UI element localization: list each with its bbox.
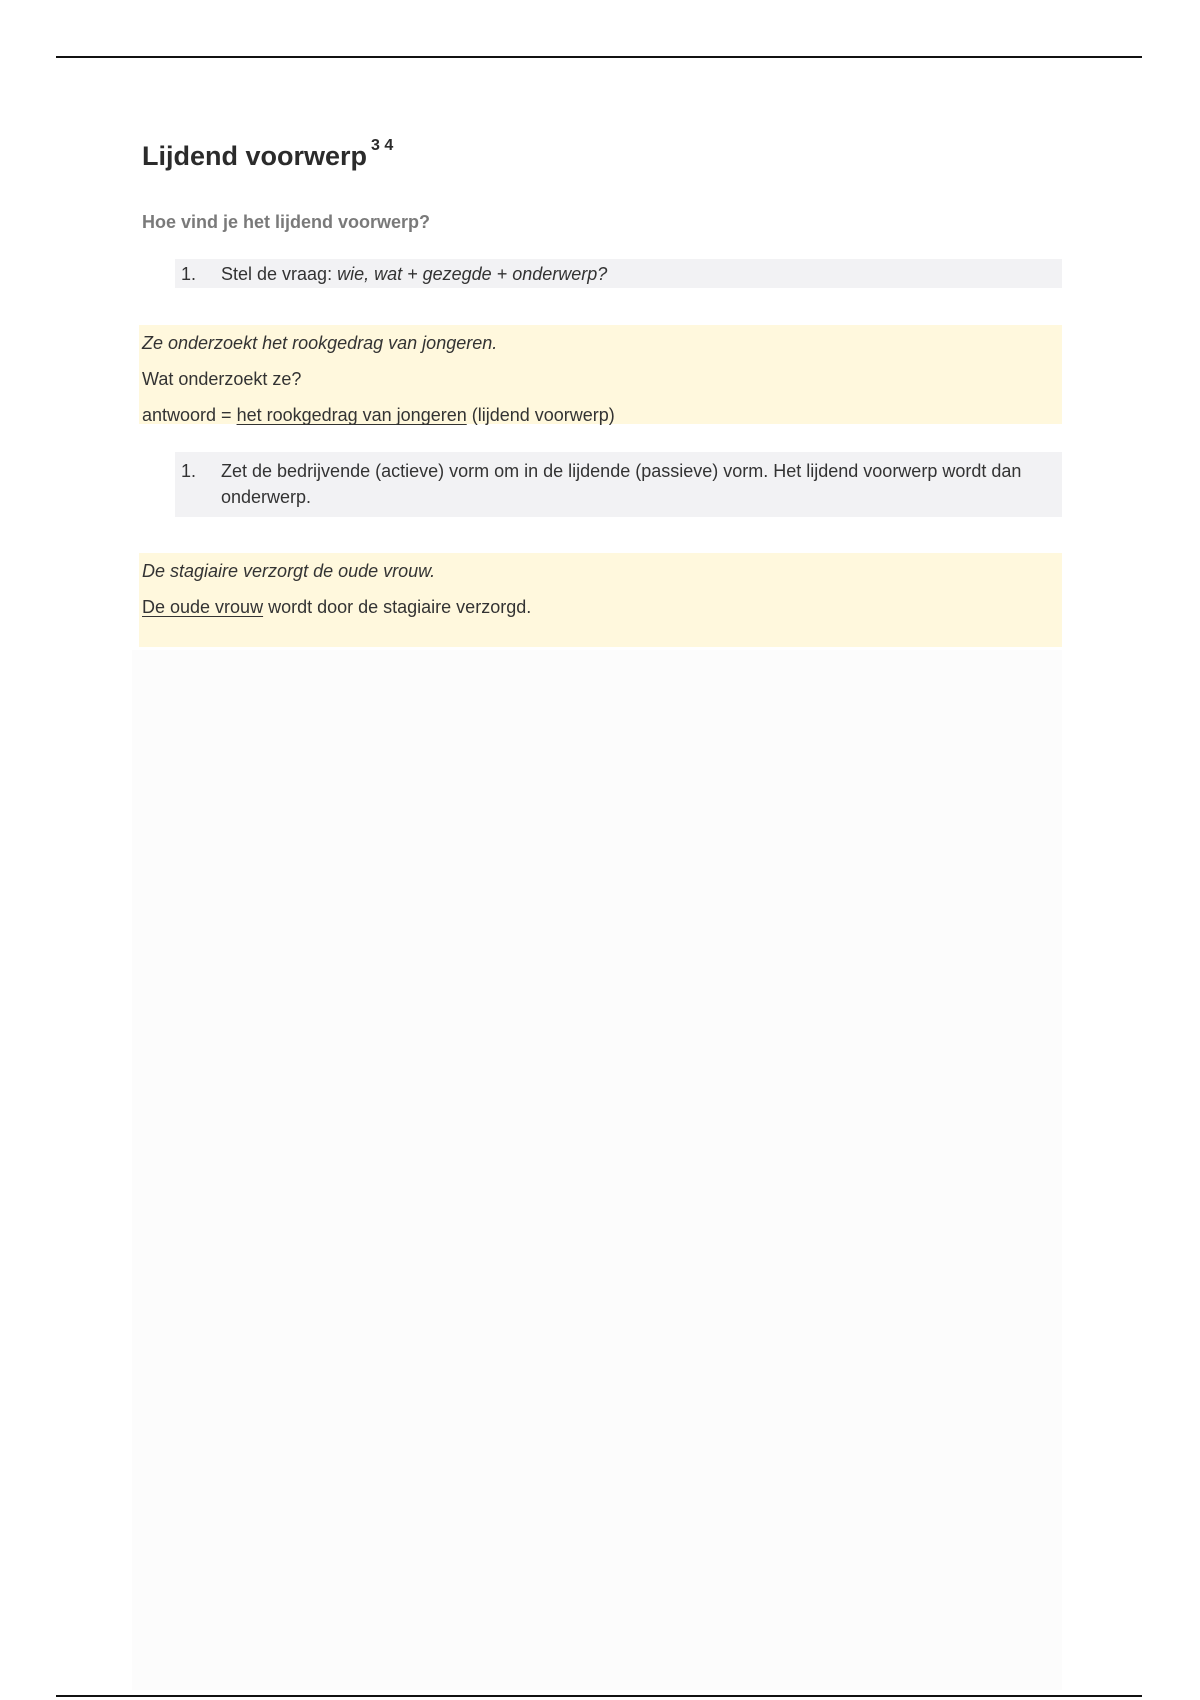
page-title <box>142 137 1062 172</box>
example-1-answer-suffix: (lijdend voorwerp) <box>466 405 615 426</box>
example-2-sentence: De stagiaire verzorgt de oude vrouw. <box>142 560 436 581</box>
example-1-answer <box>139 397 1062 433</box>
example-1-question: Wat onderzoekt ze? <box>142 369 302 390</box>
example-box-2 <box>139 553 1062 647</box>
step-1-plain: Stel de vraag: <box>221 263 338 284</box>
step-2 <box>175 452 1062 516</box>
step-1 <box>175 259 1062 288</box>
step-1-italic: wie, wat + gezegde + onderwerp? <box>337 263 608 284</box>
section-subtitle: Hoe vind je het lijdend voorwerp? <box>142 212 431 233</box>
page-title-text: Lijdend voorwerp <box>142 141 368 171</box>
bottom-rule <box>56 1695 1142 1697</box>
example-1-sentence: Ze onderzoekt het rookgedrag van jongeren. <box>142 333 498 354</box>
step-1-number: 1. <box>181 263 197 284</box>
step-2-text: Zet de bedrijvende (actieve) vorm om in de lijdende (passieve) vorm. Het lijdend voorwerp wordt dan onderwerp. <box>221 461 1022 508</box>
example-2-underlined: De oude vrouw <box>142 596 264 617</box>
example-2-transformed <box>139 589 1062 625</box>
example-1-answer-underlined: het rookgedrag van jongeren <box>236 405 467 426</box>
page-shade <box>132 650 1062 1690</box>
step-2-number: 1. <box>181 461 197 482</box>
top-rule <box>56 56 1142 58</box>
step-1-text <box>221 261 1062 287</box>
example-box-1 <box>139 325 1062 424</box>
document-body <box>142 137 1062 647</box>
title-footnote-refs: 3 4 <box>371 137 394 154</box>
example-2-rest: wordt door de stagiaire verzorgd. <box>263 596 532 617</box>
example-1-answer-prefix: antwoord = <box>142 405 237 426</box>
